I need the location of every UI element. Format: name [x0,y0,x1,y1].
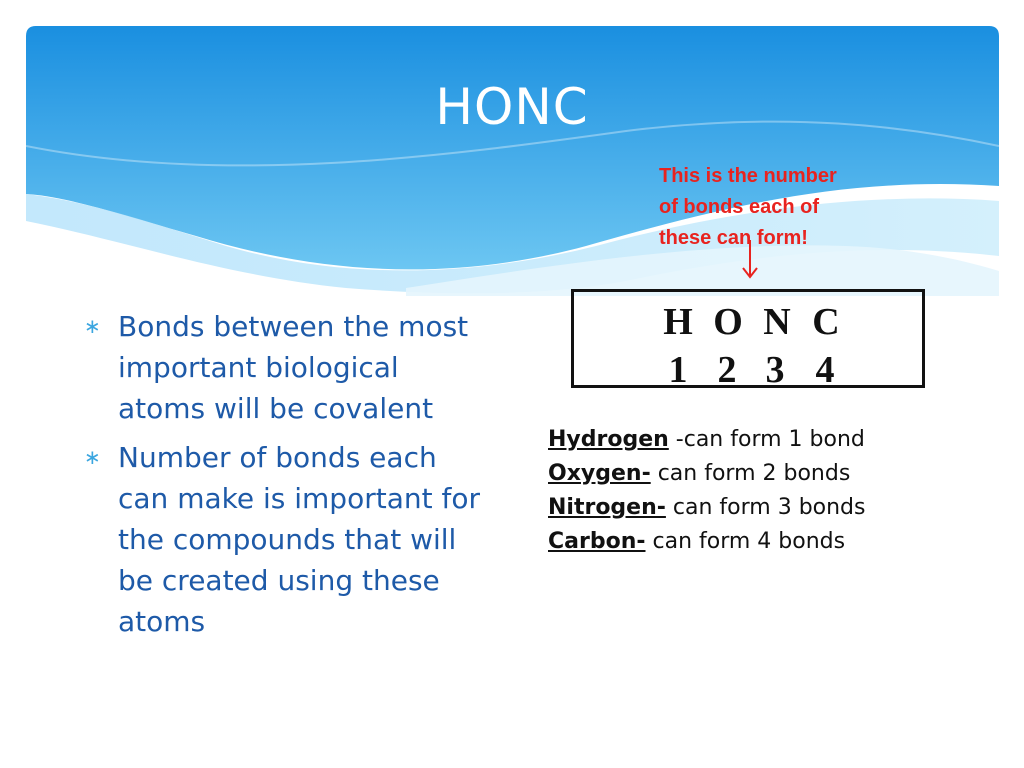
bullet-icon: ∗ [84,445,101,469]
element-name: Oxygen- [548,461,651,486]
bond-item-carbon [548,525,948,559]
bond-description: can form 2 bonds [650,461,851,486]
element-name: Hydrogen [548,427,669,452]
element-letter: N [763,301,791,343]
note-line: This is the number [659,165,837,187]
bond-capacity-list [548,423,948,559]
bullet-icon: ∗ [84,314,101,338]
bond-number: 4 [815,349,835,391]
note-line: of bonds each of [659,196,819,218]
bond-item-hydrogen [548,423,948,457]
slide-title: HONC [435,78,589,136]
note-line: these can form! [659,227,808,249]
bullet-line: atoms [118,605,206,638]
bond-description: can form 3 bonds [665,495,866,520]
bullet-line: can make is important for [118,482,480,515]
bond-count-note [659,161,879,254]
bullet-list [84,306,504,650]
bullet-line: atoms will be covalent [118,392,434,425]
bond-number: 1 [668,349,688,391]
bullet-line: be created using these [118,564,440,597]
bond-description: can form 4 bonds [645,529,846,554]
bond-item-oxygen [548,457,948,491]
honc-box [571,289,925,391]
bullet-line: important biological [118,351,399,384]
bullet-item [84,306,504,429]
bullet-item [84,437,504,642]
bond-description: -can form 1 bond [668,427,865,452]
bond-number: 3 [765,349,785,391]
bond-item-nitrogen [548,491,948,525]
element-letter: O [713,301,743,343]
element-name: Nitrogen- [548,495,666,520]
bullet-line: Bonds between the most [118,310,469,343]
bullet-line: Number of bonds each [118,441,437,474]
bond-number: 2 [717,349,737,391]
element-name: Carbon- [548,529,646,554]
bullet-line: the compounds that will [118,523,457,556]
element-letter: H [663,301,693,343]
down-arrow-icon [740,240,760,280]
element-letter: C [812,301,840,343]
